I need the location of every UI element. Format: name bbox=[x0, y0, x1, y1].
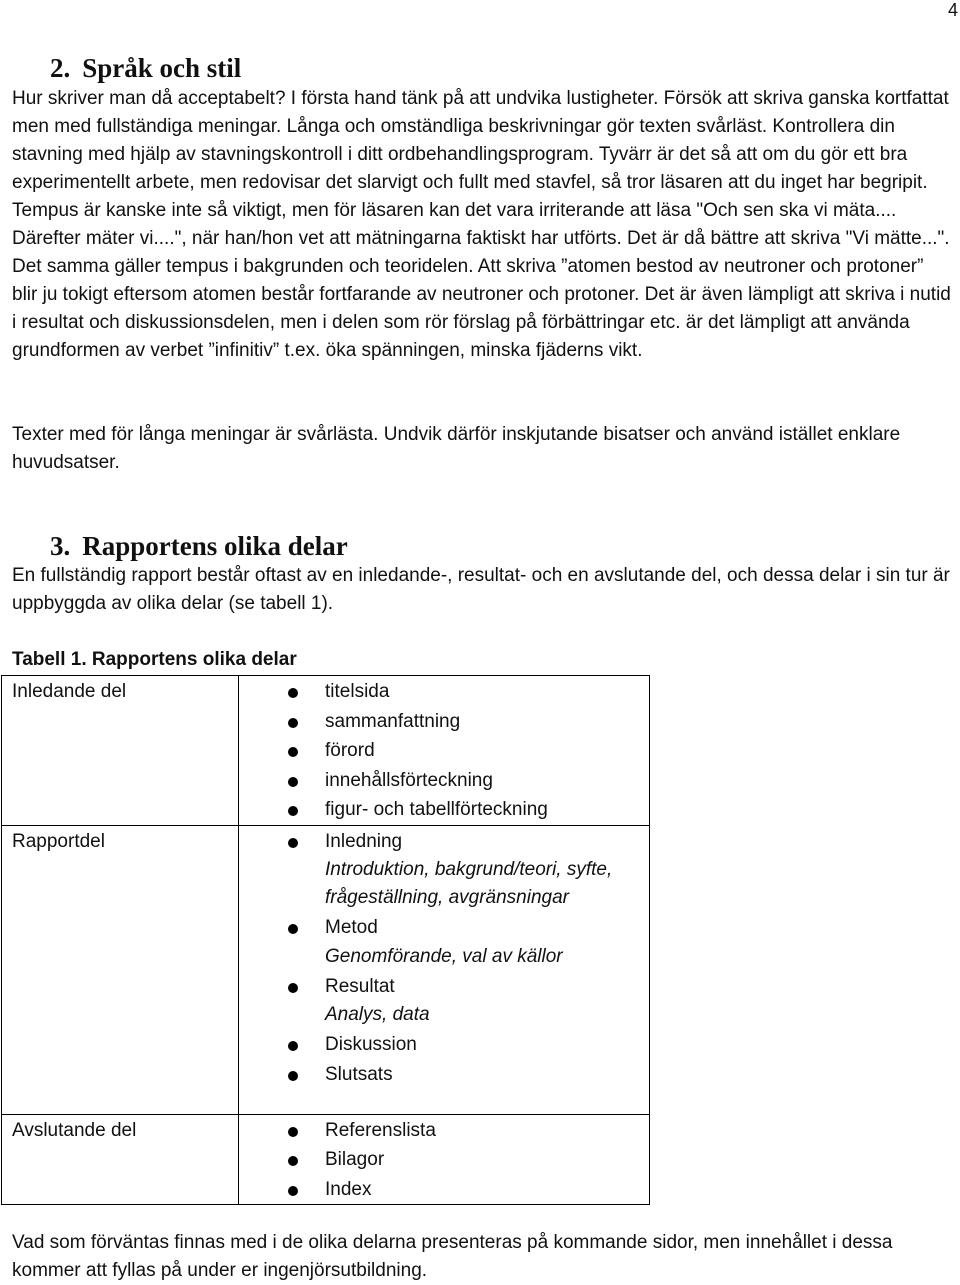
section-2-title: Språk och stil bbox=[82, 53, 242, 83]
report-parts-table bbox=[1, 675, 650, 1205]
list-item: Slutsats bbox=[239, 1060, 649, 1090]
section-3-number: 3. bbox=[50, 531, 71, 561]
list-item bbox=[239, 972, 649, 1030]
table-row bbox=[2, 676, 650, 826]
bullet-list bbox=[239, 1116, 649, 1205]
section-3-title: Rapportens olika delar bbox=[82, 531, 348, 561]
section-2-number: 2. bbox=[50, 53, 71, 83]
section-2-paragraph-1: Hur skriver man då acceptabelt? I första hand tänk på att undvika lustigheter. Försök att skriva ganska kortfattat men med fullständiga meningar. Långa och omständliga beskrivningar gör texten svårläst. Kontrollera din stavning med hjälp av stavningskontroll i ditt ordbehandlingsprogram. Tyvärr är det så att om du gör ett bra experimentellt arbete, men redovisar det slarvigt och fullt med stavfel, så tror läsaren att du inget har begripit. Tempus är kanske inte så viktigt, men för läsaren kan det vara irriterande att läsa "Och sen ska vi mäta.... Därefter mäter vi....", när han/hon vet att mätningarna faktiskt har utförts. Det är då bättre att skriva "Vi mätte...". Det samma gäller tempus i bakgrunden och teoridelen. Att skriva ”atomen bestod av neutroner och protoner” blir ju tokigt eftersom atomen består fortfarande av neutroner och protoner. Det är även lämpligt att skriva i nutid i resultat och diskussionsdelen, men i delen som rör förslag på förbättringar etc. är det lämpligt att använda grundformen av verbet ”infinitiv” t.ex. öka spänningen, minska fjäderns vikt. bbox=[12, 88, 951, 361]
section-2-heading bbox=[50, 52, 241, 84]
item-label: Resultat bbox=[325, 975, 395, 997]
list-item: Index bbox=[239, 1175, 649, 1205]
item-label: Inledning bbox=[325, 830, 403, 852]
part-name: Inledande del bbox=[2, 676, 239, 826]
list-item: titelsida bbox=[239, 677, 649, 707]
bullet-list bbox=[239, 827, 649, 1090]
page-number: 4 bbox=[947, 0, 958, 20]
list-item: sammanfattning bbox=[239, 707, 649, 737]
part-items bbox=[239, 825, 650, 1114]
list-item: förord bbox=[239, 736, 649, 766]
list-item: Referenslista bbox=[239, 1116, 649, 1146]
list-item bbox=[239, 827, 649, 913]
part-name: Rapportdel bbox=[2, 825, 239, 1114]
list-item: figur- och tabellförteckning bbox=[239, 795, 649, 825]
table-caption: Tabell 1. Rapportens olika delar bbox=[12, 649, 297, 670]
section-3-heading bbox=[50, 530, 348, 562]
list-item: Bilagor bbox=[239, 1145, 649, 1175]
list-item: Diskussion bbox=[239, 1030, 649, 1060]
item-subtext: Genomförande, val av källor bbox=[325, 945, 563, 967]
list-item: innehållsförteckning bbox=[239, 766, 649, 796]
closing-paragraph: Vad som förväntas finnas med i de olika delarna presenteras på kommande sidor, men innehållet i dessa kommer att fyllas på under er ingenjörsutbildning. bbox=[12, 1232, 893, 1281]
bullet-list bbox=[239, 677, 649, 825]
section-3-intro: En fullständig rapport består oftast av en inledande-, resultat- och en avslutande del, och dessa delar i sin tur är uppbyggda av olika delar (se tabell 1). bbox=[12, 565, 950, 614]
part-name: Avslutande del bbox=[2, 1114, 239, 1205]
section-2-paragraph-2: Texter med för långa meningar är svårlästa. Undvik därför inskjutande bisatser och använd istället enklare huvudsatser. bbox=[12, 424, 901, 473]
list-item bbox=[239, 913, 649, 971]
part-items bbox=[239, 1114, 650, 1205]
part-items bbox=[239, 676, 650, 826]
table-row bbox=[2, 825, 650, 1114]
item-label: Metod bbox=[325, 917, 378, 938]
item-subtext: Introduktion, bakgrund/teori, syfte, frågeställning, avgränsningar bbox=[325, 859, 613, 908]
table-row bbox=[2, 1114, 650, 1205]
item-subtext: Analys, data bbox=[325, 1004, 430, 1025]
